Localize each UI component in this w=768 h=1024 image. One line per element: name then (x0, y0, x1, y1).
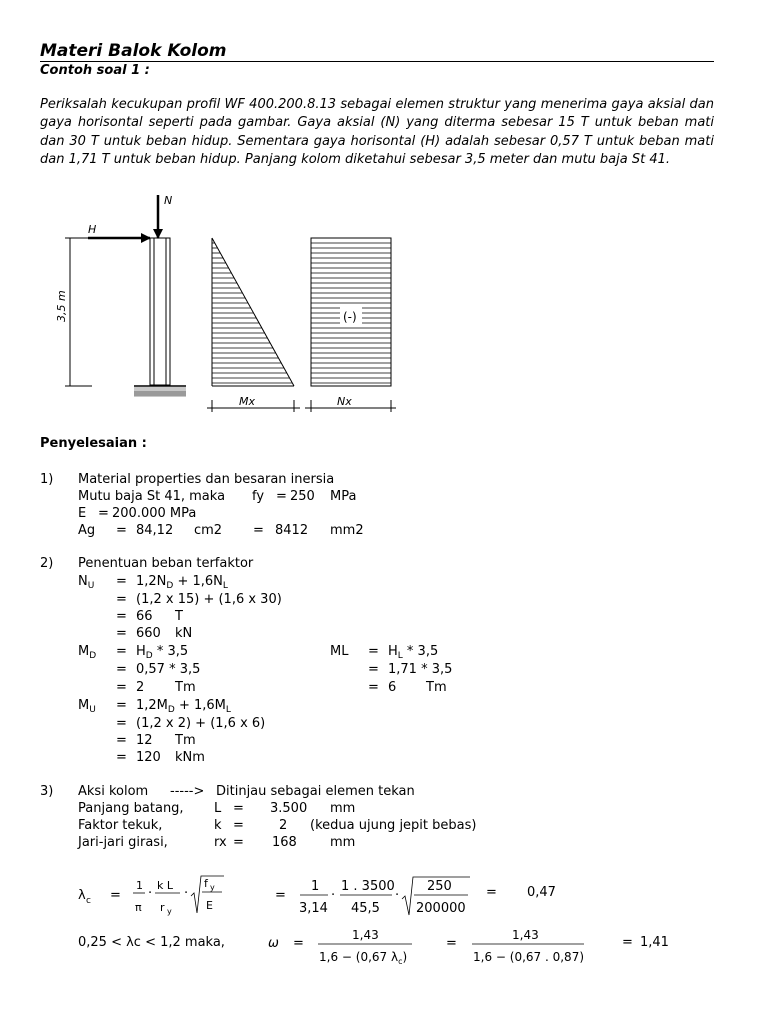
num2: 1 . 3500 (341, 879, 395, 894)
ml-line-3-unit: Tm (426, 680, 447, 695)
rx-label: Jari-jari girasi, (78, 835, 168, 850)
length-equals: = (233, 801, 244, 816)
frac3-den: E (206, 899, 213, 912)
ml-line-1: $H_L * 3,5$ (388, 644, 439, 661)
label-n: N (164, 194, 173, 207)
omega-num-2: 1,43 (512, 928, 539, 942)
num1: 1 (311, 879, 320, 894)
rx-unit: mm (330, 835, 356, 850)
length-symbol: L (214, 801, 222, 816)
ag-label: Ag (78, 523, 96, 538)
nu-line-2: (1,2 x 15) + (1,6 x 30) (136, 592, 282, 607)
md-line-1: $H_D * 3,5$ (136, 644, 189, 661)
section-3-arrow: -----> (170, 784, 205, 799)
lambda-subscript: c (86, 896, 91, 906)
svg-text:y: y (210, 883, 215, 892)
k-label: Faktor tekuk, (78, 818, 163, 833)
k-note: (kedua ujung jepit bebas) (310, 818, 477, 833)
omega-condition: 0,25 < λc < 1,2 maka, (78, 935, 225, 950)
svg-text:·: · (148, 886, 153, 901)
rx-equals: = (233, 835, 244, 850)
eq-omega-2: = (446, 936, 457, 951)
example-heading: Contoh soal 1 : (40, 63, 150, 78)
md-eq-3: = (116, 680, 127, 695)
ml-eq-2: = (368, 662, 379, 677)
e-value: 200.000 MPa (112, 506, 197, 521)
nu-line-3-unit: T (175, 609, 183, 624)
mu-line-3-value: 12 (136, 733, 153, 748)
lambda-symbol: λ (78, 888, 86, 903)
omega-symbol: ω (268, 936, 279, 951)
ag-value-2: 8412 (275, 523, 309, 538)
ml-eq-3: = (368, 680, 379, 695)
ml-eq-1: = (368, 644, 379, 659)
den3: 200000 (416, 901, 466, 916)
eq-omega-3: = (622, 935, 633, 950)
frac3-num: f (204, 877, 208, 890)
md-line-2: 0,57 * 3,5 (136, 662, 201, 677)
mu-line-3-unit: Tm (175, 733, 196, 748)
section-3-subheading: Ditinjau sebagai elemen tekan (216, 784, 415, 799)
omega-result: 1,41 (640, 935, 669, 950)
mu-line-1: $1,2M_D + 1,6M_L$ (136, 698, 231, 715)
den2: 45,5 (351, 901, 380, 916)
ag-unit: cm2 (194, 523, 223, 538)
section-2-heading: Penentuan beban terfaktor (78, 556, 254, 571)
svg-text:y: y (167, 907, 172, 916)
label-nx: Nx (337, 395, 352, 408)
frac1-num: 1 (136, 879, 143, 892)
ml-line-2: 1,71 * 3,5 (388, 662, 453, 677)
fy-equals: = (276, 489, 287, 504)
nu-eq-3: = (116, 609, 127, 624)
fy-label: fy (252, 489, 265, 504)
eq-omega-1: = (293, 936, 304, 951)
nu-eq-2: = (116, 592, 127, 607)
rx-value: 168 (272, 835, 297, 850)
num3: 250 (427, 879, 452, 894)
ag-value: 84,12 (136, 523, 174, 538)
label-length: 3,5 m (55, 290, 68, 322)
k-symbol: k (214, 818, 222, 833)
md-line-3-unit: Tm (175, 680, 196, 695)
mu-line-4-value: 120 (136, 750, 161, 765)
section-3-number: 3) (40, 784, 54, 799)
ag-equals-2: = (253, 523, 264, 538)
solution-heading: Penyelesaian : (40, 436, 147, 451)
mutu-label: Mutu baja St 41, maka (78, 489, 226, 504)
ml-label: ML (330, 644, 349, 659)
label-mx: Mx (239, 395, 256, 408)
md-label: $M_D$ (78, 644, 97, 661)
k-value: 2 (279, 818, 288, 833)
nu-line-1: $1,2N_D + 1,6N_L$ (136, 574, 228, 591)
eq-lambda-1: = (110, 888, 121, 903)
omega-den-2: 1,6 − (0,67 . 0,87) (473, 950, 585, 964)
length-label: Panjang batang, (78, 801, 184, 816)
frac2-num: k L (157, 879, 173, 892)
fy-unit: MPa (330, 489, 357, 504)
nu-line-4-value: 660 (136, 626, 161, 641)
fy-value: 250 (290, 489, 315, 504)
den1: 3,14 (299, 901, 328, 916)
nu-eq-1: = (116, 574, 127, 589)
md-eq-1: = (116, 644, 127, 659)
svg-text:·: · (395, 888, 400, 903)
problem-statement: Periksalah kecukupan profil WF 400.200.8.13 sebagai elemen struktur yang menerima gaya aksial dan gaya horisontal seperti pada gambar. Gaya aksial (N) yang diterma sebesar 15 T untuk beban mati dan 30 T untuk beban hidup. Sementara gaya horisontal (H) adalah sebesar 0,57 T untuk beban mati dan 1,71 T untuk beban hidup. Panjang kolom diketahui sebesar 3,5 meter dan mutu baja St 41. (40, 97, 714, 168)
eq-lambda-2: = (275, 888, 286, 903)
ag-equals: = (116, 523, 127, 538)
svg-text:·: · (331, 888, 336, 903)
section-2-number: 2) (40, 556, 54, 571)
frac2-den: r (160, 901, 165, 914)
nu-eq-4: = (116, 626, 127, 641)
mu-eq-4: = (116, 750, 127, 765)
length-value: 3.500 (270, 801, 308, 816)
length-unit: mm (330, 801, 356, 816)
nu-line-3-value: 66 (136, 609, 153, 624)
label-h: H (88, 223, 97, 236)
k-equals: = (233, 818, 244, 833)
omega-den-1: 1,6 − (0,67 $\lambda_c$) (319, 950, 408, 966)
e-label: E (78, 506, 87, 521)
omega-num-1: 1,43 (352, 928, 379, 942)
mu-line-4-unit: kNm (175, 750, 205, 765)
mu-eq-2: = (116, 716, 127, 731)
label-sign: (-) (343, 310, 357, 324)
nu-line-4-unit: kN (175, 626, 193, 641)
ag-unit-2: mm2 (330, 523, 364, 538)
page-title: Materi Balok Kolom (40, 41, 227, 61)
mu-eq-1: = (116, 698, 127, 713)
section-3-heading: Aksi kolom (78, 784, 149, 799)
mu-eq-3: = (116, 733, 127, 748)
lambda-result: 0,47 (527, 885, 556, 900)
rx-symbol: rx (214, 835, 227, 850)
mu-line-2: (1,2 x 2) + (1,6 x 6) (136, 716, 266, 731)
md-line-3-value: 2 (136, 680, 145, 695)
e-equals: = (98, 506, 109, 521)
svg-text:·: · (184, 886, 189, 901)
md-eq-2: = (116, 662, 127, 677)
section-1-number: 1) (40, 472, 54, 487)
nu-label: $N_U$ (78, 574, 95, 591)
ml-line-3-value: 6 (388, 680, 397, 695)
eq-lambda-3: = (486, 885, 497, 900)
mu-label: $M_U$ (78, 698, 96, 715)
frac1-den: π (135, 901, 142, 914)
section-1-heading: Material properties dan besaran inersia (78, 472, 335, 487)
